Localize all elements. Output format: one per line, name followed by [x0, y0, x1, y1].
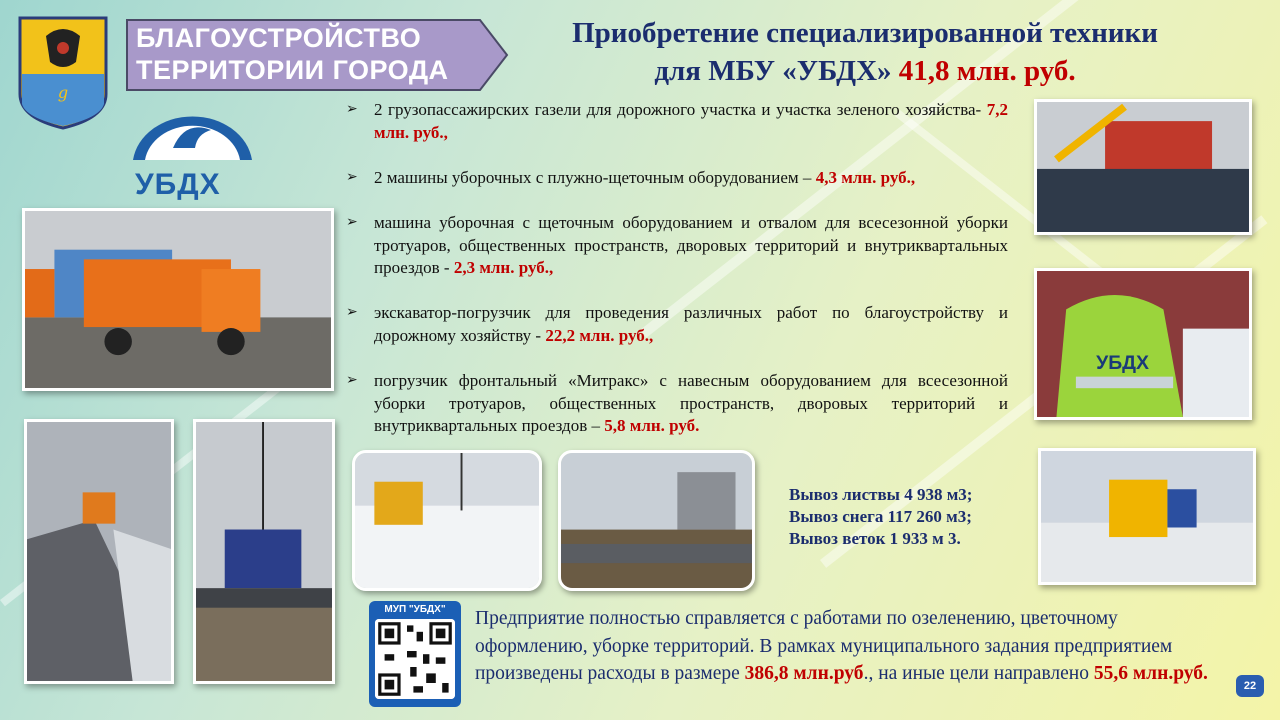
- stat-leaves: Вывоз листвы 4 938 м3;: [789, 485, 973, 504]
- arrow-bullet-icon: ➢: [346, 373, 358, 389]
- section-banner-text: БЛАГОУСТРОЙСТВО ТЕРРИТОРИИ ГОРОДА: [136, 23, 449, 85]
- photo-leaf-cleanup: [558, 450, 755, 591]
- photo-orange-truck: [22, 208, 334, 391]
- removal-stats: [789, 484, 972, 550]
- svg-text:g: g: [57, 83, 69, 102]
- list-item: ➢ экскаватор-погрузчик для проведения различных работ по благоустройству и дорожному хозяйству - 22,2 млн. руб.,: [346, 303, 1008, 345]
- photo-excavator-snow: [352, 450, 542, 591]
- list-item: ➢ 2 машины уборочных с плужно-щеточным оборудованием – 4,3 млн. руб.,: [346, 167, 1008, 190]
- stat-snow: Вывоз снега 117 260 м3;: [789, 507, 972, 526]
- qr-label: МУП "УБДХ": [384, 604, 446, 615]
- arrow-bullet-icon: ➢: [346, 305, 358, 321]
- photo-vest-worker: [1034, 268, 1252, 420]
- page-number: 22: [1236, 675, 1264, 697]
- arrow-bullet-icon: ➢: [346, 169, 358, 185]
- page-title: Приобретение специализированной техники для МБУ «УБДХ» 41,8 млн. руб.: [572, 17, 1158, 87]
- list-item: ➢ 2 грузопассажирских газели для дорожного участка и участка зеленого хозяйства- 7,2 млн. руб.,: [346, 100, 1008, 142]
- arrow-bullet-icon: ➢: [346, 214, 358, 230]
- photo-pump-unit: [193, 419, 335, 684]
- photo-road-plow: [24, 419, 174, 684]
- photo-crew-group: [1034, 99, 1252, 235]
- list-item: ➢ машина уборочная с щеточным оборудованием и отвалом для всесезонной уборки тротуаров, общественных пространств, дворовых территорий и внутриквартальных проездов - 2,3 млн. руб.,: [346, 212, 1008, 278]
- qr-card[interactable]: [369, 601, 461, 707]
- vest-text: УБДХ: [1096, 353, 1150, 374]
- qr-code-icon: [375, 619, 455, 699]
- summary-text: Предприятие полностью справляется с работами по озеленению, цветочному оформлению, уборке территорий. В рамках муниципального задания предприятием произведены расходы в размере 386,8 млн.руб., на иные цели направлено 55,6 млн.руб.: [475, 608, 1208, 684]
- coat-of-arms-icon: [16, 14, 110, 132]
- stat-branches: Вывоз веток 1 933 м 3.: [789, 529, 961, 548]
- arrow-bullet-icon: ➢: [346, 102, 358, 117]
- equipment-list: [346, 99, 1008, 461]
- ubdh-logo-icon: [125, 108, 260, 164]
- ubdh-logo-text: УБДХ: [135, 168, 221, 201]
- photo-snow-loader: [1038, 448, 1256, 585]
- list-item: ➢ погрузчик фронтальный «Митракс» с навесным оборудованием для всесезонной уборки тротуаров, общественных пространств, дворовых территорий и внутриквартальных проездов – 5,8 млн. руб.: [346, 371, 1008, 436]
